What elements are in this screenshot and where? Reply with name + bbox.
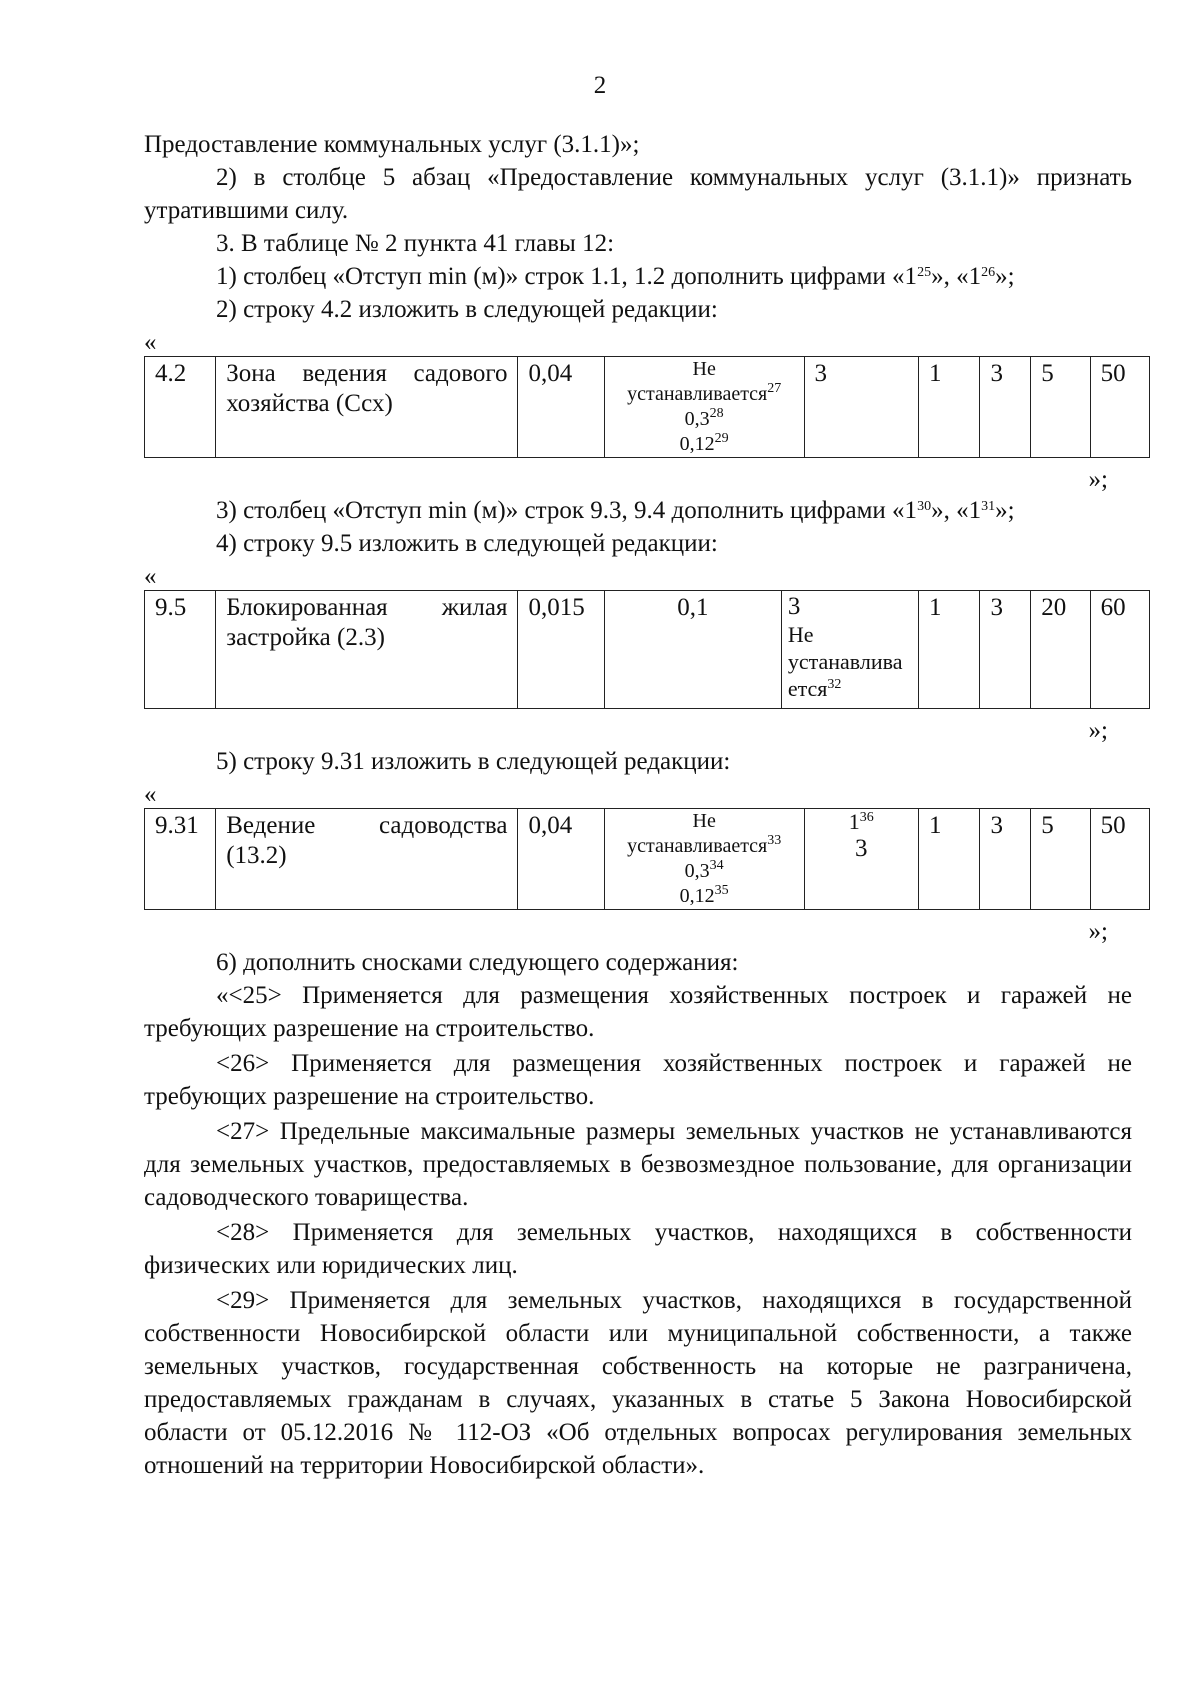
footnote-26: <26> Применяется для размещения хозяйственных построек и гаражей не требующих разрешение на строительство. — [144, 1050, 1132, 1110]
quote-close-1: »; — [1088, 466, 1108, 493]
cell-min-area: 0,015 — [518, 591, 604, 709]
footnote-29: <29> Применяется для земельных участков, находящихся в государственной собственности Новосибирской области или муниципальной собственности, а также земельных участков, государственная собственность на которые не разграничена, предоставляемых гражданам в случаях, указанных в статье 5 Закона Новосибирской области от 05.12.2016 № 112-ОЗ «Об отдельных вопросах регулирования земельных отношений на территории Новосибирской области». — [144, 1287, 1132, 1479]
table-row-9-31 — [144, 808, 1150, 910]
item-2-paragraph: 2) в столбце 5 абзац «Предоставление коммунальных услуг (3.1.1)» признать утратившими силу. — [144, 164, 1132, 224]
quote-open-2: « — [144, 563, 157, 590]
cell-zone-name: Блокированная жилая застройка (2.3) — [216, 591, 518, 709]
cell-col8: 5 — [1031, 809, 1090, 910]
cell-max-area: Не устанавливается$^{33}$ $0,3^{34}$ 0,12$^{35}$ — [604, 809, 804, 910]
cell-min-area: 0,04 — [518, 809, 604, 910]
table-row-9-5 — [144, 590, 1150, 709]
cell-col9: 60 — [1090, 591, 1149, 709]
footnote-25: «<25> Применяется для размещения хозяйственных построек и гаражей не требующих разрешение на строительство. — [144, 982, 1132, 1042]
cell-col7: 3 — [980, 809, 1031, 910]
footnotes-heading: 6) дополнить сносками следующего содержания: — [216, 949, 739, 976]
cell-indent: 3 Не устанавлива ется$^{32}$ — [781, 591, 918, 709]
cell-col9: 50 — [1090, 809, 1149, 910]
item-3-1-paragraph: 1) столбец «Отступ min (м)» строк 1.1, 1.2 дополнить цифрами «$1^{25}$», «$1^{26}$»; — [216, 263, 1015, 290]
quote-close-3: »; — [1088, 918, 1108, 945]
document-body — [144, 128, 1132, 1482]
cell-col8: 20 — [1031, 591, 1090, 709]
intro-line-1: Предоставление коммунальных услуг (3.1.1)»; — [144, 131, 640, 158]
item-3-2-paragraph: 2) строку 4.2 изложить в следующей редакции: — [216, 296, 718, 323]
cell-col9: 50 — [1090, 357, 1149, 458]
cell-max-area: Не устанавливается$^{27}$ $0,3^{28}$ 0,12$^{29}$ — [604, 357, 804, 458]
cell-min-area: 0,04 — [518, 357, 604, 458]
page-number: 2 — [593, 72, 607, 99]
cell-num: 9.5 — [145, 591, 216, 709]
item-3-4-paragraph: 4) строку 9.5 изложить в следующей редакции: — [216, 530, 718, 557]
footnote-28: <28> Применяется для земельных участков, находящихся в собственности физических или юридических лиц. — [144, 1219, 1132, 1279]
quote-close-2: »; — [1088, 717, 1108, 744]
cell-col8: 5 — [1031, 357, 1090, 458]
cell-num: 4.2 — [145, 357, 216, 458]
cell-indent: $1^{36}$ 3 — [804, 809, 918, 910]
cell-col6: 1 — [918, 357, 980, 458]
table-row-4-2 — [144, 356, 1150, 458]
cell-max-area: 0,1 — [604, 591, 781, 709]
quote-open-1: « — [144, 329, 157, 356]
footnote-27: <27> Предельные максимальные размеры земельных участков не устанавливаются для земельных участков, предоставляемых в безвозмездное пользование, для организации садоводческого товарищества. — [144, 1118, 1132, 1211]
item-3-heading: 3. В таблице № 2 пункта 41 главы 12: — [216, 230, 615, 257]
cell-indent: 3 — [804, 357, 918, 458]
cell-col7: 3 — [980, 357, 1031, 458]
cell-zone-name: Зона ведения садового хозяйства (Ссх) — [216, 357, 518, 458]
cell-col6: 1 — [918, 809, 980, 910]
cell-col6: 1 — [918, 591, 980, 709]
cell-col7: 3 — [980, 591, 1031, 709]
quote-open-3: « — [144, 781, 157, 808]
cell-zone-name: Ведение садоводства (13.2) — [216, 809, 518, 910]
item-3-5-paragraph: 5) строку 9.31 изложить в следующей редакции: — [216, 748, 731, 775]
cell-num: 9.31 — [145, 809, 216, 910]
item-3-3-paragraph: 3) столбец «Отступ min (м)» строк 9.3, 9.4 дополнить цифрами «$1^{30}$», «$1^{31}$»; — [216, 497, 1015, 524]
